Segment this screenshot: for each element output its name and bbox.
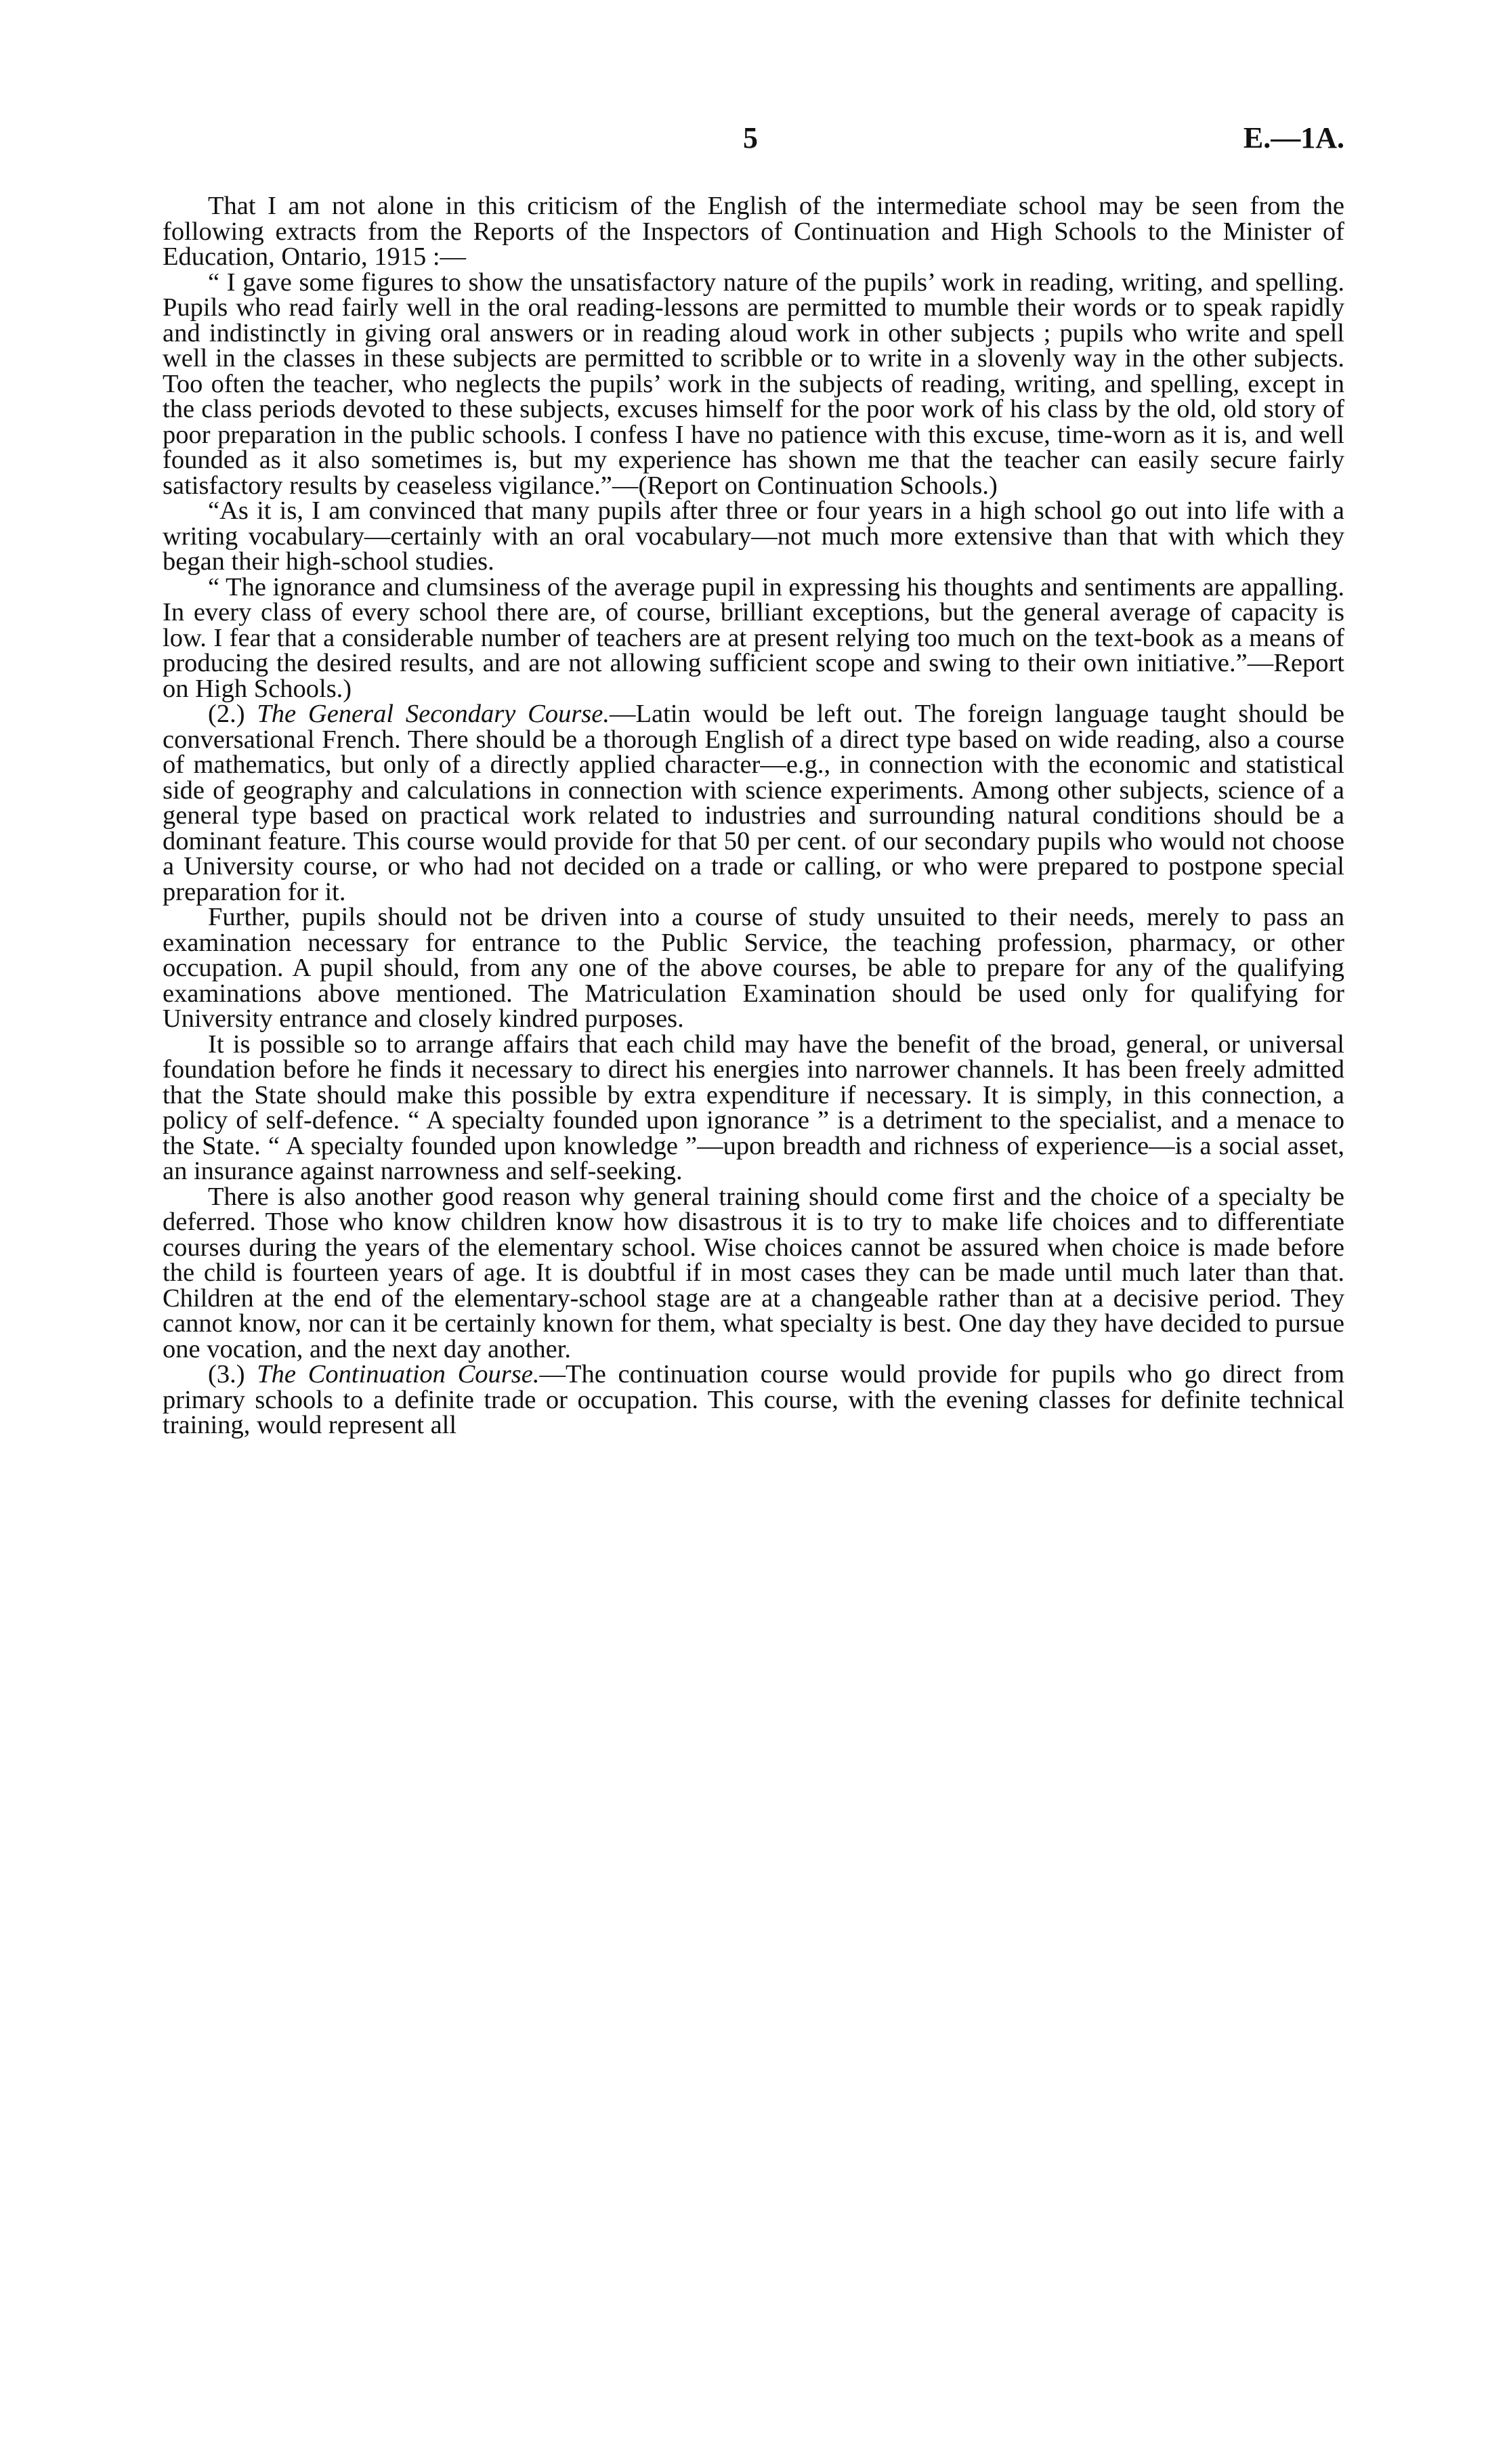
- paragraph-text: —The continuation course would provide for pupils who go direct from primary schools to a definite trade or occupation. This course, with the evening classes for definite technical training, would represent all: [163, 1360, 1345, 1439]
- section-number: (2.): [208, 700, 245, 728]
- paragraph-general-secondary-course: [163, 702, 1344, 905]
- section-heading: The General Secondary Course.: [257, 700, 610, 728]
- paragraph-text: That I am not alone in this criticism of the English of the intermediate school may be seen from the following extracts from the Reports of the Inspectors of Continuation and High Schools to the Minister of Education, Ontario, 1915 :—: [163, 192, 1344, 271]
- quote-high-school-report: [163, 572, 1344, 703]
- section-number: (3.): [208, 1360, 245, 1388]
- paragraph-text: “As it is, I am convinced that many pupils after three or four years in a high school go out into life with a writing vocabulary—certainly with an oral vocabulary—not much more extensive than that with which they began their high-school studies.: [163, 496, 1344, 576]
- paragraph-text: —Latin would be left out. The foreign language taught should be conversational French. There should be a thorough English of a direct type based on wide reading, also a course of mathematics, but only of a directly applied character—e.g., in connection with the economic and statistical side of geography and calculations in connection with science experiments. Among other subjects, science of a general type based on practical work related to industries and surrounding natural conditions should be a dominant feature. This course would provide for that 50 per cent. of our secondary pupils who would not choose a University course, or who had not decided on a trade or calling, or who were prepared to postpone special preparation for it.: [163, 700, 1345, 906]
- section-heading: The Continuation Course.: [257, 1360, 540, 1388]
- paragraph-examinations: [163, 905, 1344, 1032]
- paragraph-intro: [163, 194, 1344, 270]
- document-reference: E.—1A.: [1243, 121, 1344, 154]
- paragraph-text: “ I gave some figures to show the unsatisfactory nature of the pupils’ work in reading, writing, and spelling. Pupils who read fairly well in the oral reading-lessons are permitted to mumble their words or to speak rapidly and indistinctly in giving oral answers or in reading aloud work in other subjects ; pupils who write and spell well in the classes in these subjects are permitted to scribble or to write in a slovenly way in the other subjects. Too often the teacher, who neglects the pupils’ work in the subjects of reading, writing, and spelling, except in the class periods devoted to these subjects, excuses himself for the poor work of his class by the old, old story of poor preparation in the public schools. I confess I have no patience with this excuse, time-worn as it is, and well founded as it also sometimes is, but my experience has shown me that the teacher can easily secure fairly satisfactory results by ceaseless vigilance.”—(Report on Continuation Schools.): [163, 268, 1344, 500]
- paragraph-text: Further, pupils should not be driven into a course of study unsuited to their needs, merely to pass an examination necessary for entrance to the Public Service, the teaching profession, pharmacy, or other occupation. A pupil should, from any one of the above courses, be able to prepare for any of the qualifying examinations above mentioned. The Matriculation Examination should be used only for qualifying for University entrance and closely kindred purposes.: [163, 903, 1344, 1033]
- paragraph-broad-foundation: [163, 1029, 1344, 1185]
- quote-continuation-report: [163, 270, 1344, 499]
- quote-high-school-vocabulary: [163, 498, 1344, 575]
- paragraph-continuation-course: [163, 1362, 1344, 1439]
- paragraph-text: There is also another good reason why general training should come first and the choice of a specialty be deferred. Those who know children know how disastrous it is to try to make life choices and to differentiate courses during the years of the elementary school. Wise choices cannot be assured when choice is made before the child is fourteen years of age. It is doubtful if in most cases they can be made until much later than that. Children at the end of the elementary-school stage are at a changeable rather than at a decisive period. They cannot know, nor can it be certainly known for them, what specialty is best. One day they have decided to pursue one vocation, and the next day another.: [163, 1182, 1344, 1363]
- paragraph-specialty-deferred: [163, 1182, 1344, 1363]
- body-text: [163, 194, 1344, 1439]
- page-number: 5: [743, 121, 758, 154]
- paragraph-text: It is possible so to arrange affairs that each child may have the benefit of the broad, general, or universal foundation before he finds it necessary to direct his energies into narrower channels. It has been freely admitted that the State should make this possible by extra expenditure if necessary. It is simply, in this connection, a policy of self-defence. “ A specialty founded upon ignorance ” is a detriment to the specialist, and a menace to the State. “ A specialty founded upon knowledge ”—upon breadth and richness of experience—is a social asset, an insurance against narrowness and self-seeking.: [163, 1029, 1344, 1185]
- paragraph-text: “ The ignorance and clumsiness of the average pupil in expressing his thoughts and sentiments are appalling. In every class of every school there are, of course, brilliant exceptions, but the general average of capacity is low. I fear that a considerable number of teachers are at present relying too much on the text-book as a means of producing the desired results, and are not allowing sufficient scope and swing to their own initiative.”—Report on High Schools.): [163, 572, 1344, 703]
- page-header: [163, 121, 1344, 161]
